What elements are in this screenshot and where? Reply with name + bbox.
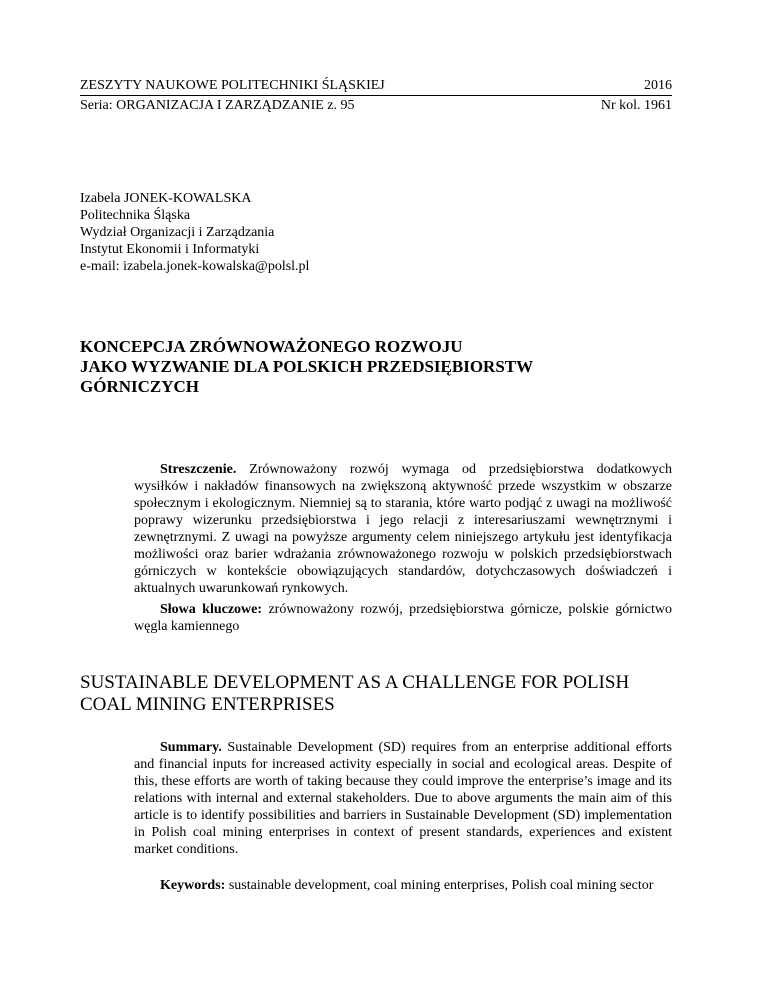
abstract-english-lead: Summary. [160, 740, 222, 755]
journal-year: 2016 [644, 78, 672, 93]
keywords-english [134, 877, 672, 894]
keywords-english-lead: Keywords: [160, 878, 226, 893]
author-institute: Instytut Ekonomii i Informatyki [80, 242, 260, 257]
abstract-english [134, 739, 672, 858]
abstract-polish-text: Zrównoważony rozwój wymaga od przedsiębiorstwa dodatkowych wysiłków i nakładów finansowych na zwiększoną aktywność przede wszystkim w obszarze społecznym i ekologicznym. Niemniej są to starania, które warto podjąć z uwagi na możliwość poprawy wizerunku przedsiębiorstwa i jego relacji z interesariuszami wewnętrznymi i zewnętrznymi. Z uwagi na powyższe argumenty celem niniejszego artykułu jest identyfikacja możliwości oraz barier wdrażania zrównoważonego rozwoju w polskich przedsiębiorstwach górniczych w kontekście obowiązujących standardów, dotychczasowych doświadczeń i aktualnych uwarunkowań rynkowych. [134, 462, 673, 596]
title-polish-line-2: JAKO WYZWANIE DLA POLSKICH PRZEDSIĘBIORSTW [80, 357, 534, 376]
title-english [80, 672, 700, 716]
title-english-line-2: COAL MINING ENTERPRISES [80, 694, 335, 715]
abstract-polish [134, 461, 672, 597]
keywords-polish-text: zrównoważony rozwój, przedsiębiorstwa górnicze, polskie górnictwo węgla kamiennego [134, 602, 673, 634]
running-header-top [80, 76, 672, 95]
title-polish [80, 337, 680, 397]
abstract-polish-lead: Streszczenie. [160, 462, 237, 477]
author-block [80, 190, 309, 275]
title-polish-line-1: KONCEPCJA ZRÓWNOWAŻONEGO ROZWOJU [80, 337, 463, 356]
journal-issue: Nr kol. 1961 [600, 98, 672, 113]
keywords-polish-lead: Słowa kluczowe: [160, 602, 263, 617]
abstract-english-text: Sustainable Development (SD) requires from an enterprise additional efforts and financial inputs for increased activity especially in social and ecological areas. Despite of this, these efforts are worth of taking because they could improve the enterprise’s image and its relations with internal and external stakeholders. Due to above arguments the main aim of this article is to identify possibilities and barriers in Sustainable Development (SD) implementation in Polish coal mining enterprises in context of present standards, experiences and existent market conditions. [134, 740, 673, 857]
author-faculty: Wydział Organizacji i Zarządzania [80, 225, 275, 240]
title-polish-line-3: GÓRNICZYCH [80, 377, 200, 396]
running-header-bottom [80, 96, 672, 115]
keywords-polish [134, 601, 672, 635]
author-email: e-mail: izabela.jonek-kowalska@polsl.pl [80, 259, 310, 274]
keywords-english-text: sustainable development, coal mining enterprises, Polish coal mining sector [228, 878, 654, 893]
author-university: Politechnika Śląska [80, 208, 191, 223]
journal-series: Seria: ORGANIZACJA I ZARZĄDZANIE z. 95 [80, 98, 355, 113]
author-name: Izabela JONEK-KOWALSKA [80, 191, 252, 206]
journal-name: ZESZYTY NAUKOWE POLITECHNIKI ŚLĄSKIEJ [80, 78, 385, 93]
title-english-line-1: SUSTAINABLE DEVELOPMENT AS A CHALLENGE FOR POLISH [80, 672, 630, 693]
